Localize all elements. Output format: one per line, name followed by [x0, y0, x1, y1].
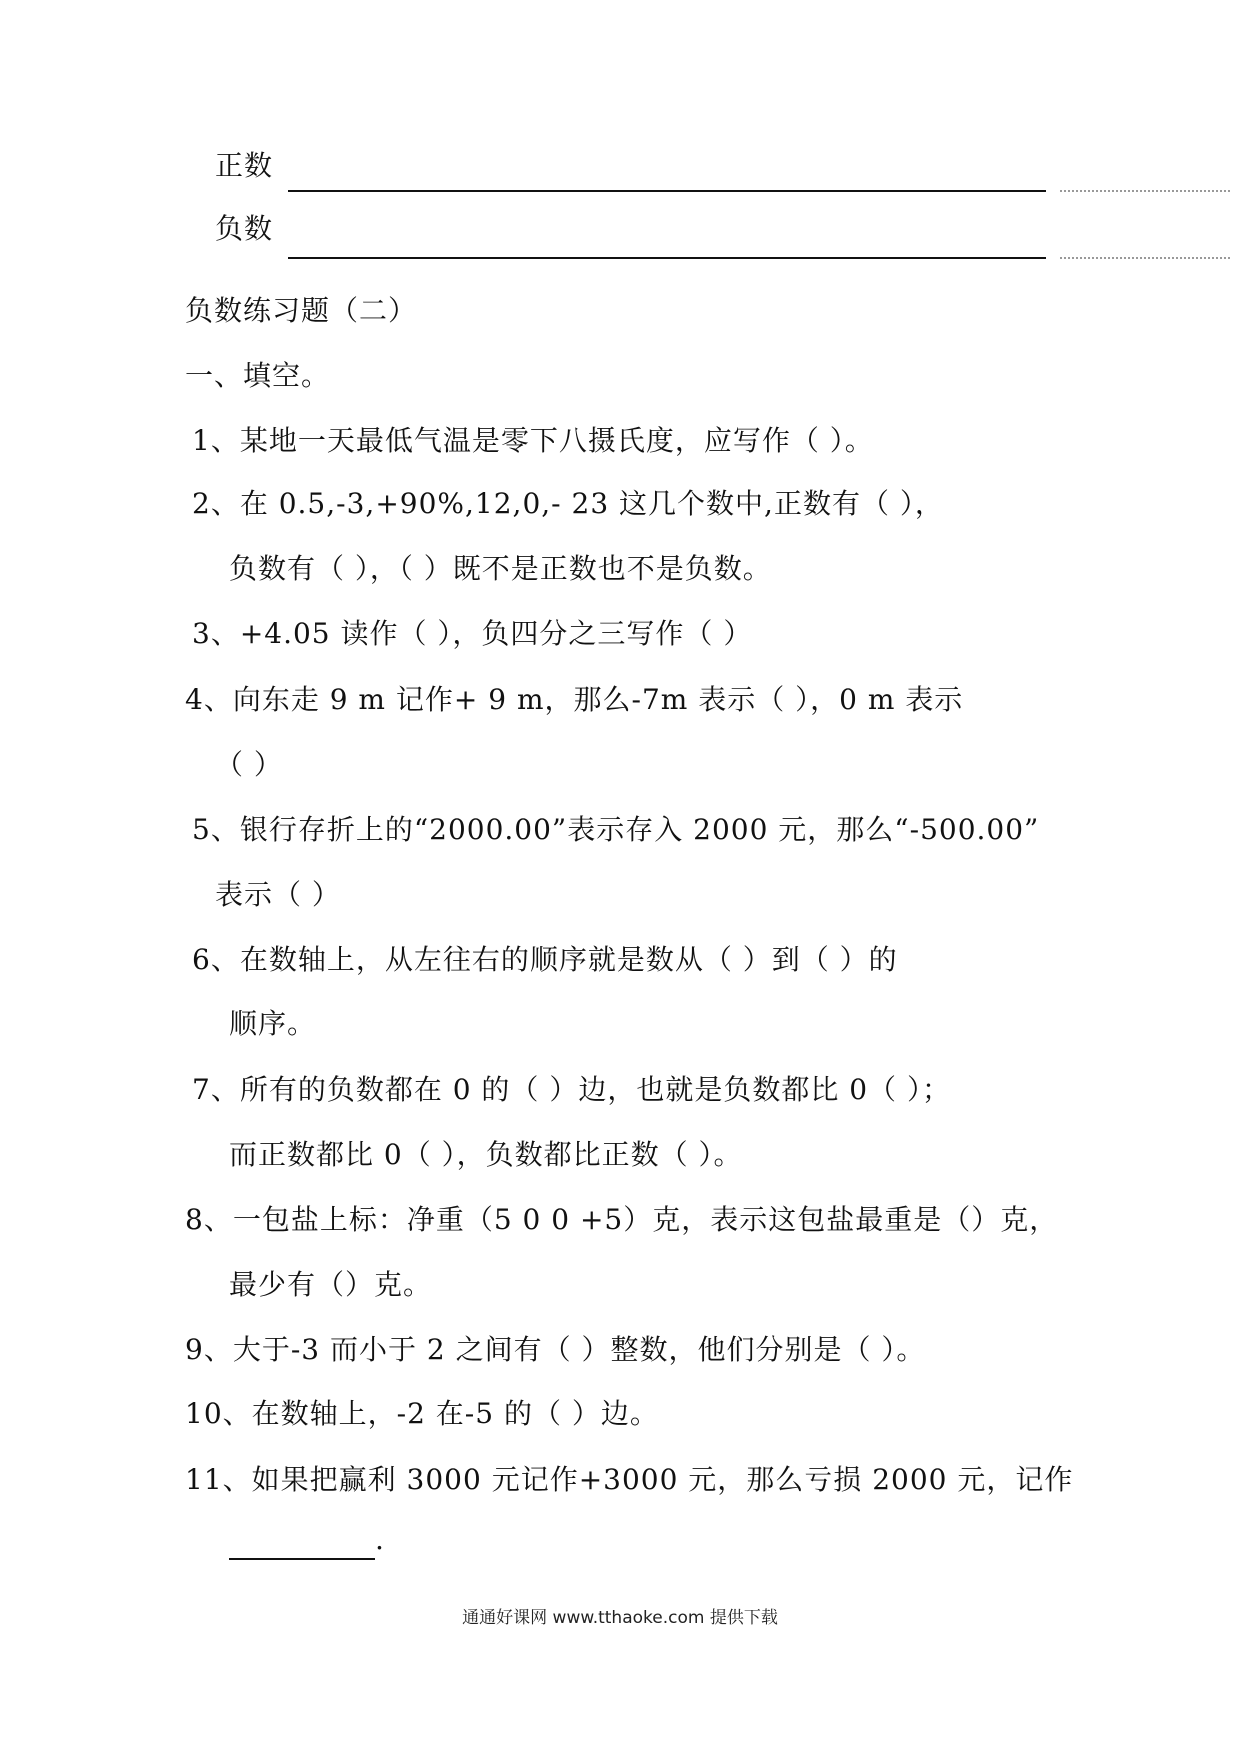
question-8: 8、一包盐上标：净重（5 0 0 +5）克，表示这包盐最重是（）克， [185, 1203, 1059, 1236]
section-heading: 一、填空。 [185, 359, 331, 392]
question-8-continued: 最少有（）克。 [229, 1268, 433, 1301]
question-1: 1、某地一天最低气温是零下八摄氏度，应写作（ ）。 [192, 424, 874, 457]
dotted-guide-line [1060, 190, 1230, 192]
question-6-continued: 顺序。 [229, 1007, 317, 1040]
negative-numbers-answer-line[interactable] [288, 257, 1046, 259]
question-9: 9、大于-3 而小于 2 之间有（ ）整数，他们分别是（ ）。 [185, 1333, 926, 1366]
question-2: 2、在 0.5,-3,+90%,12,0,- 23 这几个数中,正数有（ ）， [192, 487, 944, 520]
dotted-guide-line [1060, 257, 1230, 259]
question-7: 7、所有的负数都在 0 的（ ）边，也就是负数都比 0（ ）； [192, 1073, 951, 1106]
question-11-answer-line[interactable] [229, 1520, 385, 1560]
footer-source: 通通好课网 www.tthaoke.com 提供下载 [462, 1608, 778, 1628]
worksheet-title: 负数练习题（二） [185, 294, 418, 327]
question-5-continued: 表示（ ） [215, 878, 341, 911]
period-mark: . [375, 1523, 385, 1556]
answer-blank[interactable] [229, 1528, 375, 1560]
negative-numbers-label: 负数 [215, 212, 274, 245]
question-10: 10、在数轴上，-2 在-5 的（ ）边。 [185, 1397, 659, 1430]
question-2-continued: 负数有（ ），（ ）既不是正数也不是负数。 [229, 552, 772, 585]
question-4-continued: （ ） [215, 748, 283, 781]
positive-numbers-answer-line[interactable] [288, 190, 1046, 192]
question-3: 3、+4.05 读作（ ），负四分之三写作（ ） [192, 617, 753, 650]
question-5: 5、银行存折上的“2000.00”表示存入 2000 元，那么“-500.00” [192, 813, 1040, 846]
question-11: 11、如果把赢利 3000 元记作+3000 元，那么亏损 2000 元，记作 [185, 1463, 1074, 1496]
positive-numbers-label: 正数 [215, 149, 274, 182]
question-7-continued: 而正数都比 0（ ），负数都比正数（ ）。 [229, 1138, 743, 1171]
question-6: 6、在数轴上，从左往右的顺序就是数从（ ）到（ ）的 [192, 943, 898, 976]
question-4: 4、向东走 9 m 记作+ 9 m，那么-7m 表示（ ），0 m 表示 [185, 683, 964, 716]
